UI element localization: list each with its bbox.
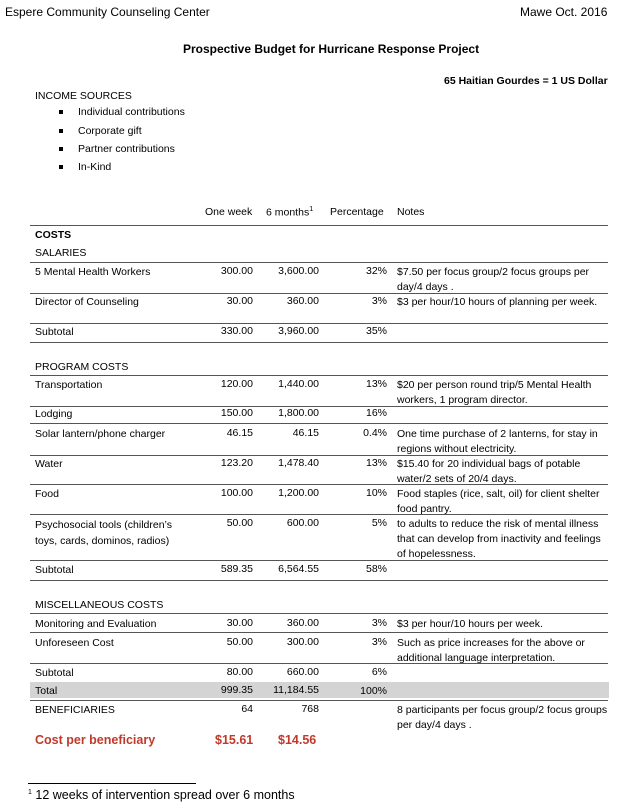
col-header-notes: Notes <box>397 206 425 218</box>
cost-per-beneficiary-label: Cost per beneficiary <box>35 733 156 747</box>
one-week-value: 123.20 <box>220 457 253 469</box>
income-item: In-Kind <box>78 161 112 173</box>
one-week-value: 30.00 <box>226 617 253 629</box>
six-month-value: 46.15 <box>292 427 319 439</box>
one-week-value: 64 <box>241 703 253 715</box>
one-week-value: 46.15 <box>226 427 253 439</box>
one-week-value: 50.00 <box>226 517 253 529</box>
one-week-value: 100.00 <box>220 487 253 499</box>
income-heading: INCOME SOURCES <box>35 90 132 102</box>
row-label: Food <box>35 488 59 500</box>
percentage-value: 35% <box>365 325 387 337</box>
cost-per-week: $15.61 <box>215 733 254 747</box>
bullet-icon <box>59 147 63 151</box>
footnote-divider <box>28 783 196 784</box>
six-month-value: 11,184.55 <box>273 684 319 696</box>
row-label: Unforeseen Cost <box>35 637 114 649</box>
footnote-ref: 1 <box>309 206 314 213</box>
one-week-value: 80.00 <box>226 666 253 678</box>
row-label: Water <box>35 458 63 470</box>
percentage-value: 32% <box>365 265 387 277</box>
divider <box>30 663 608 664</box>
divider <box>30 613 608 614</box>
divider <box>30 700 608 701</box>
divider <box>30 342 608 343</box>
bullet-icon <box>59 129 63 133</box>
percentage-value: 100% <box>360 685 387 697</box>
row-label: Psychosocial tools (children’s toys, cards, dominos, radios) <box>35 519 172 547</box>
row-note: One time purchase of 2 lanterns, for stay in regions without electricity. <box>397 428 598 455</box>
misc-costs-heading: MISCELLANEOUS COSTS <box>35 599 164 611</box>
one-week-value: 330.00 <box>220 325 253 337</box>
row-label: Transportation <box>35 379 103 391</box>
six-month-value: 1,478.40 <box>278 457 319 469</box>
row-label: Subtotal <box>35 326 74 338</box>
divider <box>30 375 608 376</box>
divider <box>30 293 608 294</box>
one-week-value: 589.35 <box>220 563 253 575</box>
row-label: Subtotal <box>35 564 74 576</box>
row-label: Subtotal <box>35 667 74 679</box>
col-header-percentage: Percentage <box>330 206 384 218</box>
percentage-value: 0.4% <box>363 427 387 439</box>
exchange-rate: 65 Haitian Gourdes = 1 US Dollar <box>444 75 608 87</box>
percentage-value: 3% <box>371 617 387 629</box>
row-label: Solar lantern/phone charger <box>35 428 166 440</box>
income-item: Corporate gift <box>78 125 142 137</box>
row-note: Food staples (rice, salt, oil) for client shelter food pantry. <box>397 488 600 515</box>
salaries-heading: SALARIES <box>35 247 87 259</box>
row-note: to adults to reduce the risk of mental illness that can develop from inactivity and feelings of hopelessness. <box>397 518 601 560</box>
divider <box>30 580 608 581</box>
row-note: $15.40 for 20 individual bags of potable water/2 sets of 20/4 days. <box>397 458 581 485</box>
divider <box>30 514 608 515</box>
income-item: Individual contributions <box>78 106 185 118</box>
document-date: Mawe Oct. 2016 <box>520 5 608 19</box>
percentage-value: 13% <box>365 457 387 469</box>
percentage-value: 13% <box>365 378 387 390</box>
one-week-value: 120.00 <box>220 378 253 390</box>
row-note: $7.50 per focus group/2 focus groups per day/4 days . <box>397 266 590 293</box>
six-month-value: 360.00 <box>286 295 319 307</box>
row-note: $20 per person round trip/5 Mental Health workers, 1 program director. <box>397 379 592 406</box>
org-name: Espere Community Counseling Center <box>5 5 210 19</box>
one-week-value: 30.00 <box>226 295 253 307</box>
program-costs-heading: PROGRAM COSTS <box>35 361 129 373</box>
percentage-value: 3% <box>371 295 387 307</box>
six-month-value: 1,440.00 <box>278 378 319 390</box>
divider <box>30 406 608 407</box>
footnote-mark: 1 <box>28 788 32 796</box>
row-label: 5 Mental Health Workers <box>35 266 151 278</box>
costs-heading: COSTS <box>35 229 72 241</box>
cost-per-six-months: $14.56 <box>278 733 317 747</box>
six-month-value: 660.00 <box>286 666 319 678</box>
row-label: Total <box>35 685 58 697</box>
col-header-six-months <box>266 206 313 219</box>
one-week-value: 300.00 <box>220 265 253 277</box>
divider <box>30 484 608 485</box>
row-note: Such as price increases for the above or additional language interpretation. <box>397 637 585 664</box>
row-note: 8 participants per focus group/2 focus groups per day/4 days . <box>397 704 608 731</box>
percentage-value: 10% <box>365 487 387 499</box>
row-label: Monitoring and Evaluation <box>35 618 157 630</box>
footnote-text: 12 weeks of intervention spread over 6 months <box>35 788 295 802</box>
percentage-value: 58% <box>365 563 387 575</box>
divider <box>30 225 608 226</box>
total-row-background <box>30 682 609 698</box>
one-week-value: 150.00 <box>220 407 253 419</box>
percentage-value: 6% <box>371 666 387 678</box>
row-label: BENEFICIARIES <box>35 704 115 716</box>
row-note: $3 per hour/10 hours per week. <box>397 618 543 630</box>
percentage-value: 16% <box>365 407 387 419</box>
col-header-one-week: One week <box>205 206 253 218</box>
six-month-value: 300.00 <box>286 636 319 648</box>
divider <box>30 423 608 424</box>
percentage-value: 5% <box>371 517 387 529</box>
one-week-value: 999.35 <box>220 684 253 696</box>
six-month-value: 3,960.00 <box>278 325 319 337</box>
six-month-value: 360.00 <box>286 617 319 629</box>
divider <box>30 632 608 633</box>
six-month-value: 768 <box>301 703 319 715</box>
row-label: Director of Counseling <box>35 296 139 308</box>
bullet-icon <box>59 165 63 169</box>
six-month-value: 600.00 <box>286 517 319 529</box>
six-month-value: 6,564.55 <box>278 563 319 575</box>
divider <box>30 560 608 561</box>
divider <box>30 262 608 263</box>
page-title: Prospective Budget for Hurricane Response Project <box>183 42 480 56</box>
six-month-value: 3,600.00 <box>278 265 319 277</box>
divider <box>30 455 608 456</box>
divider <box>30 323 608 324</box>
one-week-value: 50.00 <box>226 636 253 648</box>
footnote <box>28 788 295 802</box>
percentage-value: 3% <box>371 636 387 648</box>
bullet-icon <box>59 110 63 114</box>
six-month-value: 1,800.00 <box>278 407 319 419</box>
row-note: $3 per hour/10 hours of planning per week. <box>397 296 598 308</box>
six-month-value: 1,200.00 <box>278 487 319 499</box>
col-header-six-months-text: 6 months <box>266 206 310 219</box>
row-label: Lodging <box>35 408 73 420</box>
income-item: Partner contributions <box>78 143 175 155</box>
